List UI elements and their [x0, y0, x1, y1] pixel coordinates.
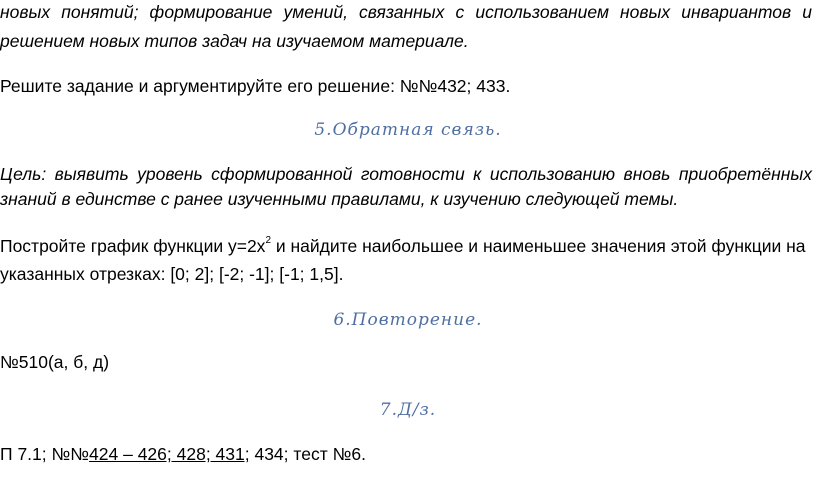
homework-underlined: 424 – 426; 428; 431;	[89, 444, 250, 464]
homework-prefix: П 7.1; №№	[0, 444, 90, 464]
task-text: Решите задание и аргументируйте его решение: №№432; 433.	[0, 76, 511, 96]
intro-line-1: новых понятий; формирование умений, связанных с использованием новых инвариантов и	[0, 2, 812, 22]
homework-suffix: 434; тест №6.	[249, 444, 366, 464]
homework-line	[0, 442, 816, 466]
section-5-goal-line-1: Цель: выявить уровень сформированной готовности к использованию вновь приобретённых	[0, 164, 812, 184]
section-5-exercise-line-1	[0, 234, 816, 258]
intro-line-2: решением новых типов задач на изучаемом материале.	[0, 31, 469, 51]
section-7-heading: 7.Д/з.	[379, 400, 437, 420]
exercise-text-a: Постройте график функции y=2x	[0, 236, 266, 256]
section-6-heading: 6.Повторение.	[333, 310, 483, 330]
section-5-exercise-line-2: указанных отрезках: [0; 2]; [-2; -1]; [-1; 1,5].	[0, 264, 344, 284]
exercise-text-b: и найдите наибольшее и наименьшее значения этой функции на	[271, 236, 806, 256]
section-5-goal-line-2: знаний в единстве с ранее изученными правилами, к изучению следующей темы.	[0, 189, 679, 209]
section-6-exercise: №510(а, б, д)	[0, 352, 110, 372]
exponent: 2	[265, 235, 271, 247]
section-5-heading: 5.Обратная связь.	[314, 120, 502, 140]
